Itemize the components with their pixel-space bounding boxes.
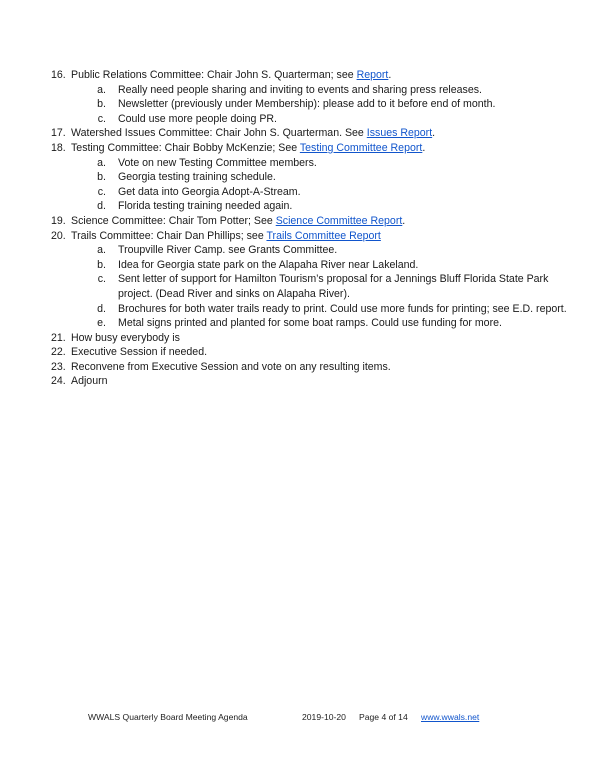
agenda-item: [51, 331, 571, 346]
agenda-item: [51, 374, 571, 389]
sub-item: a. Troupville River Camp. see Grants Committee.: [97, 244, 338, 257]
report-link[interactable]: Report: [356, 69, 389, 81]
sub-item: e. Metal signs printed and planted for some boat ramps. Could use funding for more.: [97, 317, 502, 330]
agenda-item: [51, 141, 571, 156]
item-number: 24.: [51, 375, 66, 388]
testing-committee-report-link[interactable]: Testing Committee Report: [299, 141, 423, 154]
footer-date: 2019-10-20: [302, 712, 346, 722]
issues-report-link[interactable]: Issues Report: [366, 127, 433, 140]
sub-item: d. Florida testing training needed again.: [97, 200, 293, 213]
trails-committee-report-link[interactable]: Trails Committee Report: [266, 229, 381, 242]
agenda-list: [51, 68, 571, 389]
item-number: 18.: [51, 141, 66, 154]
agenda-item: [51, 214, 571, 229]
item-number: 21.: [51, 331, 66, 344]
item-text: Watershed Issues Committee: Chair John S. Quarterman. See Issues Report.: [71, 127, 436, 140]
item-number: 17.: [51, 127, 66, 140]
sub-item: a. Vote on new Testing Committee members.: [97, 156, 317, 169]
agenda-item: [51, 229, 571, 244]
sub-item: b. Newsletter (previously under Membership): please add to it before end of month.: [97, 98, 496, 111]
item-text: Testing Committee: Chair Bobby McKenzie; See Testing Committee Report.: [71, 141, 426, 154]
item-number: 23.: [51, 360, 66, 373]
item-number: 20.: [51, 229, 66, 242]
agenda-item: [51, 68, 571, 83]
item-text: Science Committee: Chair Tom Potter; See Science Committee Report.: [71, 214, 406, 227]
agenda-item: [51, 126, 571, 141]
item-text: Executive Session if needed.: [71, 346, 208, 359]
footer-website-link[interactable]: www.wwals.net: [421, 712, 480, 722]
sub-item: c. Get data into Georgia Adopt-A-Stream.: [97, 185, 301, 198]
footer-page-number: Page 4 of 14: [359, 712, 408, 722]
sub-item: c. Could use more people doing PR.: [97, 112, 278, 125]
item-text: Public Relations Committee: Chair John S. Quarterman; see Report.: [71, 69, 392, 81]
agenda-item: [51, 345, 571, 360]
item-text: Reconvene from Executive Session and vote on any resulting items.: [71, 360, 391, 373]
sub-item: d. Brochures for both water trails ready to print. Could use more funds for printing; see E.D. report.: [97, 302, 567, 315]
item-number: 22.: [51, 346, 66, 359]
sub-item: a. Really need people sharing and inviting to events and sharing press releases.: [97, 83, 482, 96]
sub-item: b. Georgia testing training schedule.: [97, 171, 276, 184]
item-text: Adjourn: [71, 375, 108, 388]
science-committee-report-link[interactable]: Science Committee Report: [275, 214, 403, 227]
item-number: 16.: [51, 69, 66, 81]
item-text: How busy everybody is: [71, 331, 180, 344]
sub-item: b. Idea for Georgia state park on the Alapaha River near Lakeland.: [97, 258, 419, 271]
item-text: Trails Committee: Chair Dan Phillips; see Trails Committee Report: [71, 229, 381, 242]
agenda-item: [51, 360, 571, 375]
item-number: 19.: [51, 214, 66, 227]
sub-item: c. Sent letter of support for Hamilton Tourism’s proposal for a Jennings Bluff Florida State Park project. (Dead River and sinks on Alapaha River).: [97, 273, 549, 300]
footer-title: WWALS Quarterly Board Meeting Agenda: [88, 712, 248, 722]
